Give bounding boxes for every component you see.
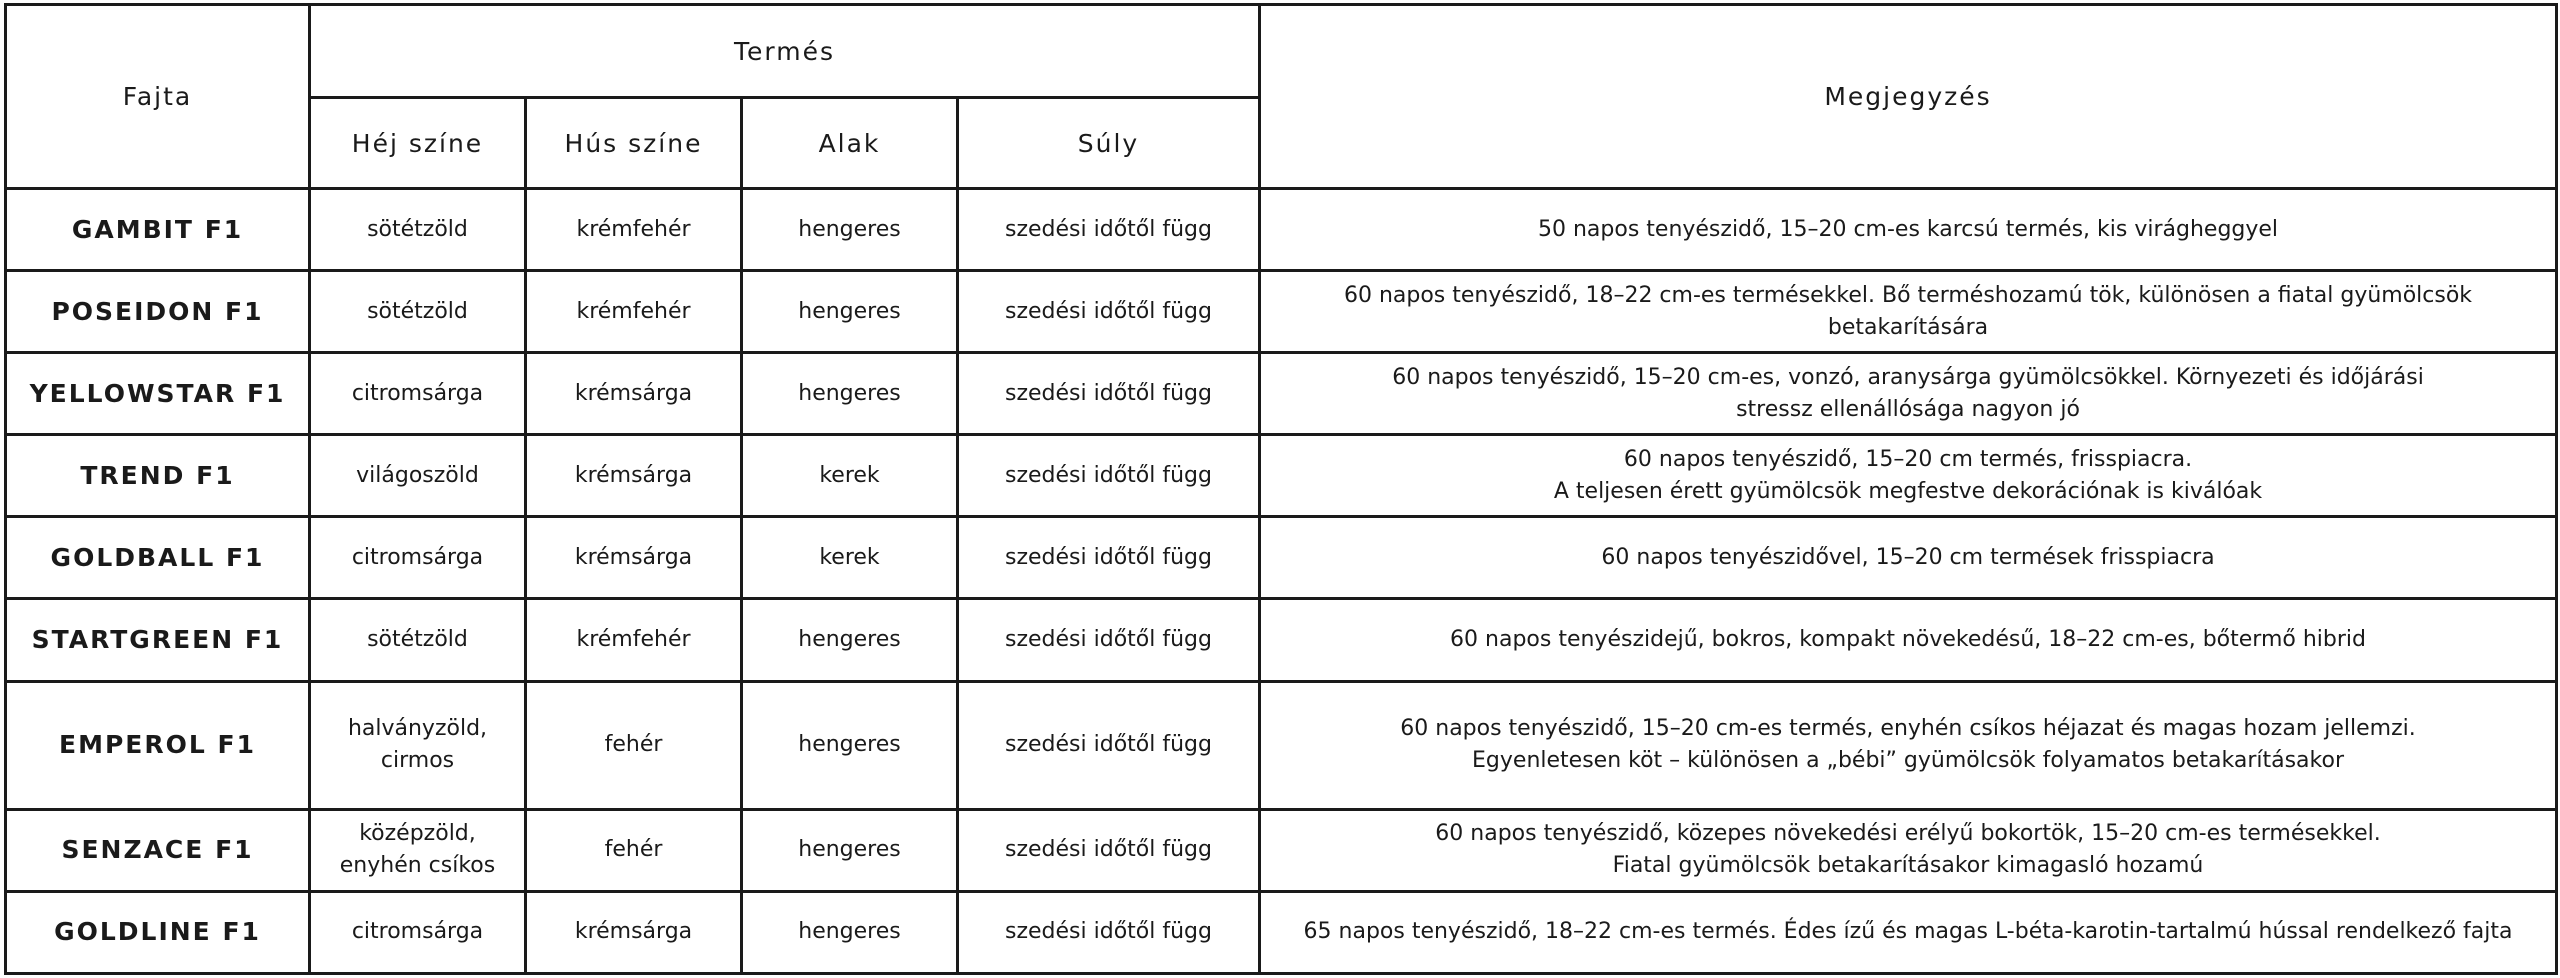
skin-color-line: középzöld, — [359, 821, 476, 847]
note-line: 50 napos tenyészidő, 15–20 cm-es karcsú termés, kis virágheggyel — [1537, 216, 2279, 242]
flesh-color: krémfehér — [526, 189, 742, 271]
shape: hengeres — [742, 891, 958, 973]
note-line: 60 napos tenyészidő, 15–20 cm termés, frisspiacra. — [1623, 446, 2193, 472]
note — [1260, 189, 2557, 271]
note-line: betakarítására — [1827, 314, 1989, 340]
variety-name: YELLOWSTAR F1 — [6, 353, 310, 435]
flesh-color: krémfehér — [526, 271, 742, 353]
header-suly: Súly — [958, 98, 1260, 189]
note-line: 60 napos tenyészidő, 18–22 cm-es termésekkel. Bő terméshozamú tök, különösen a fiatal gyümölcsök — [1343, 282, 2473, 308]
flesh-color: krémsárga — [526, 891, 742, 973]
flesh-color: krémsárga — [526, 517, 742, 599]
note-line: A teljesen érett gyümölcsök megfestve dekorációnak is kiválóak — [1553, 478, 2263, 504]
weight: szedési időtől függ — [958, 517, 1260, 599]
flesh-color: krémsárga — [526, 435, 742, 517]
variety-name: EMPEROL F1 — [6, 681, 310, 809]
table-row — [6, 809, 2557, 891]
weight: szedési időtől függ — [958, 809, 1260, 891]
header-hej: Héj színe — [310, 98, 526, 189]
weight: szedési időtől függ — [958, 271, 1260, 353]
note — [1260, 681, 2557, 809]
weight: szedési időtől függ — [958, 681, 1260, 809]
flesh-color: krémsárga — [526, 353, 742, 435]
skin-color-line: cirmos — [380, 748, 455, 774]
note — [1260, 809, 2557, 891]
note — [1260, 271, 2557, 353]
flesh-color: fehér — [526, 809, 742, 891]
skin-color: citromsárga — [310, 517, 526, 599]
note-line: 65 napos tenyészidő, 18–22 cm-es termés. Édes ízű és magas L-béta-karotin-tartalmú hússal rendelkező fajta — [1303, 919, 2513, 945]
shape: hengeres — [742, 189, 958, 271]
table-row — [6, 891, 2557, 973]
shape: hengeres — [742, 353, 958, 435]
skin-color — [310, 681, 526, 809]
shape: kerek — [742, 517, 958, 599]
header-megjegyzes: Megjegyzés — [1260, 5, 2557, 189]
variety-name: STARTGREEN F1 — [6, 599, 310, 681]
zucchini-variety-table — [4, 3, 2558, 975]
note-line: 60 napos tenyészidő, 15–20 cm-es termés, enyhén csíkos héjazat és magas hozam jellemzi. — [1400, 716, 2416, 742]
shape: hengeres — [742, 809, 958, 891]
variety-name: POSEIDON F1 — [6, 271, 310, 353]
flesh-color: krémfehér — [526, 599, 742, 681]
shape: hengeres — [742, 681, 958, 809]
weight: szedési időtől függ — [958, 891, 1260, 973]
weight: szedési időtől függ — [958, 189, 1260, 271]
weight: szedési időtől függ — [958, 599, 1260, 681]
table-row — [6, 517, 2557, 599]
note-line: stressz ellenállósága nagyon jó — [1736, 396, 2080, 422]
flesh-color: fehér — [526, 681, 742, 809]
note-line: Fiatal gyümölcsök betakarításakor kimagasló hozamú — [1612, 853, 2204, 879]
header-hus: Hús színe — [526, 98, 742, 189]
note — [1260, 353, 2557, 435]
header-termes: Termés — [310, 5, 1260, 98]
table-row — [6, 189, 2557, 271]
note — [1260, 891, 2557, 973]
note-line: 60 napos tenyészidővel, 15–20 cm termések frisspiacra — [1601, 544, 2215, 570]
skin-color: citromsárga — [310, 353, 526, 435]
header-fajta: Fajta — [6, 5, 310, 189]
header-row-group — [6, 5, 2557, 98]
skin-color: sötétzöld — [310, 189, 526, 271]
variety-name: GOLDBALL F1 — [6, 517, 310, 599]
shape: kerek — [742, 435, 958, 517]
table-row — [6, 599, 2557, 681]
shape: hengeres — [742, 599, 958, 681]
skin-color — [310, 809, 526, 891]
skin-color: sötétzöld — [310, 599, 526, 681]
table-row — [6, 271, 2557, 353]
skin-color-line: halványzöld, — [347, 716, 488, 742]
note — [1260, 435, 2557, 517]
skin-color: sötétzöld — [310, 271, 526, 353]
note-line: 60 napos tenyészidő, 15–20 cm-es, vonzó, aranysárga gyümölcsökkel. Környezeti és időjárási — [1392, 364, 2424, 390]
note — [1260, 599, 2557, 681]
note — [1260, 517, 2557, 599]
note-line: 60 napos tenyészidejű, bokros, kompakt növekedésű, 18–22 cm-es, bőtermő hibrid — [1450, 627, 2366, 653]
note-line: Egyenletesen köt – különösen a „bébi” gyümölcsök folyamatos betakarításakor — [1472, 748, 2344, 774]
skin-color-line: enyhén csíkos — [339, 853, 496, 879]
weight: szedési időtől függ — [958, 353, 1260, 435]
variety-name: TREND F1 — [6, 435, 310, 517]
table-row — [6, 435, 2557, 517]
variety-name: GAMBIT F1 — [6, 189, 310, 271]
header-alak: Alak — [742, 98, 958, 189]
variety-name: GOLDLINE F1 — [6, 891, 310, 973]
skin-color: citromsárga — [310, 891, 526, 973]
variety-name: SENZACE F1 — [6, 809, 310, 891]
weight: szedési időtől függ — [958, 435, 1260, 517]
table-row — [6, 353, 2557, 435]
skin-color: világoszöld — [310, 435, 526, 517]
shape: hengeres — [742, 271, 958, 353]
table-row — [6, 681, 2557, 809]
note-line: 60 napos tenyészidő, közepes növekedési erélyű bokortök, 15–20 cm-es termésekkel. — [1435, 821, 2381, 847]
